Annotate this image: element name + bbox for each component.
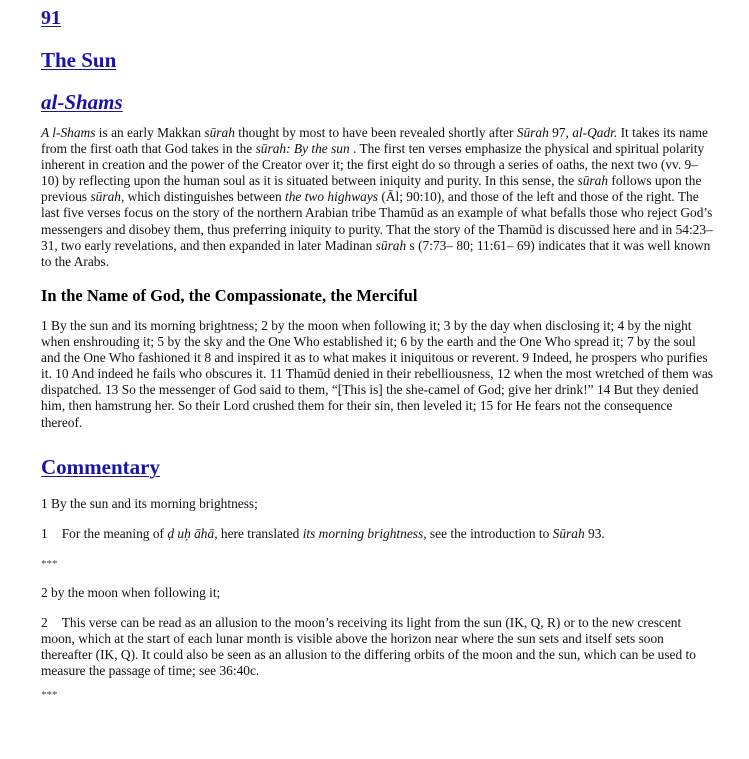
note-text: This verse can be read as an allusion to the moon’s receiving its light from the sun (IK, Q, R) or to the new crescent moon, which at the start of each lunar month is visible above the horizon near where the sun sets and itself sets soon thereafter (IK, Q). It could also be seen as an allusion to the differing orbits of the moon and the sun, which can be used to measure the passage of time; see 36:40c. [41,615,696,679]
commentary-verse-1: 1 By the sun and its morning brightness; [41,496,258,511]
commentary-verse-2: 2 by the moon when following it; [41,585,221,600]
bismillah-heading: In the Name of God, the Compassionate, the Merciful [41,286,418,305]
note-number: 1 [41,526,48,541]
verses-paragraph: 1 By the sun and its morning brightness; 2 by the moon when following it; 3 by the day when disclosing it; 4 by the night when enshrouding it; 5 by the sky and the One Who established it; 6 by the earth and the One Who spread it; 7 by the soul and the One Who fashioned it 8 and inspired it as to what makes it iniquitous or reverent. 9 Indeed, he prospers who purifies it. 10 And indeed he fails who obscures it. 11 Thamūd denied in their rebelliousness, 12 when the most wretched of them was dispatched. 13 So the messenger of God said to them, “[This is] the she-camel of God; give her drink!” 14 But they denied him, then hamstrung her. So their Lord crushed them for their sin, then leveled it; 15 for He fears not the consequence thereof. [41,318,713,430]
surah-arabic-title-link[interactable]: al-Shams [41,90,123,114]
note-number: 2 [41,615,48,630]
surah-title-link[interactable]: The Sun [41,48,117,72]
commentary-note-1 [41,526,605,542]
section-separator: *** [41,558,58,570]
note-text: For the meaning of ḍ uḥ āhā, here translated its morning brightness, see the introduction to Sūrah 93. [61,526,605,541]
commentary-note-2 [41,615,713,679]
section-separator: *** [41,689,58,701]
commentary-heading-link[interactable]: Commentary [41,455,160,479]
surah-number-link[interactable]: 91 [41,7,61,29]
intro-paragraph: A l-Shams is an early Makkan sūrah thought by most to have been revealed shortly after Sūrah 97, al-Qadr. It takes its name from the first oath that God takes in the sūrah: By the sun . The first ten verses emphasize the physical and spiritual polarity inherent in creation and the power of the Creator over it; the first eight do so through a series of oaths, the next two (vv. 9– 10) by reflecting upon the human soul as it is situated between iniquity and purity. In this sense, the sūrah follows upon the previous sūrah, which distinguishes between the two highways (Āl; 90:10), and those of the left and those of the right. The last five verses focus on the story of the northern Arabian tribe Thamūd as an example of what befalls those who reject God’s messengers and disobey them, thus preferring iniquity to purity. That the story of the Thamūd is discussed here and in 54:23– 31, two early revelations, and then expanded in later Madinan sūrah s (7:73– 80; 11:61– 69) indicates that it was well known to the Arabs. [41,125,713,269]
